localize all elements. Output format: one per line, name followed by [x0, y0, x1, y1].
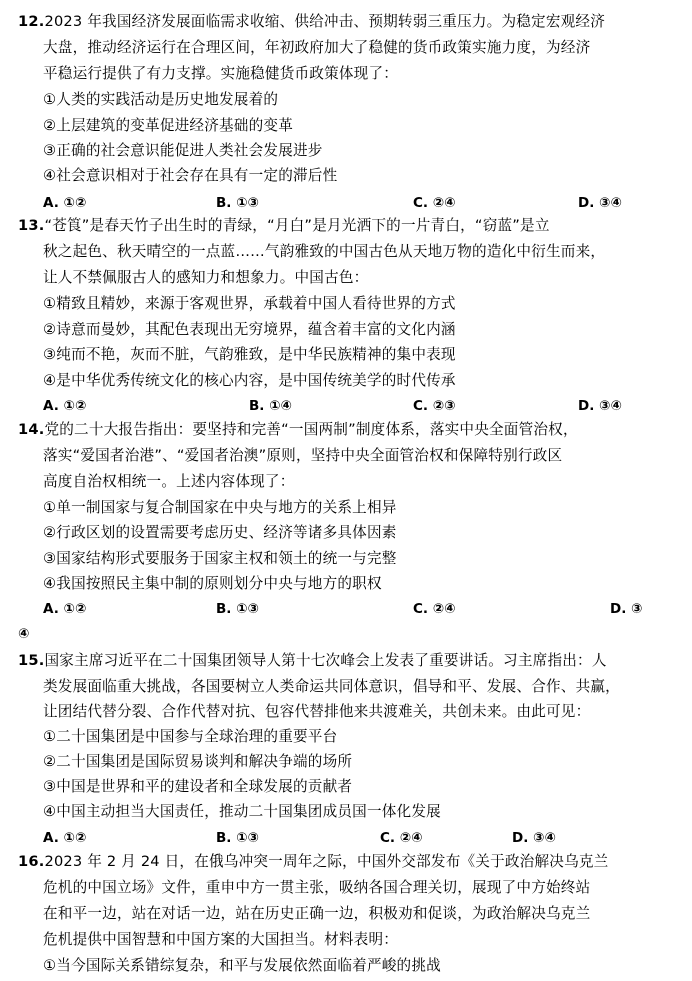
question-12-option-c[interactable]: C. ②④	[413, 195, 456, 211]
question-13-option-d[interactable]: D. ③④	[578, 398, 622, 414]
question-15-line-1	[18, 649, 607, 673]
question-13-item-4: ④是中华优秀传统文化的核心内容，是中国传统美学的时代传承	[43, 372, 456, 389]
question-12-line-1	[18, 10, 605, 34]
question-14-item-4: ④我国按照民主集中制的原则划分中央与地方的职权	[43, 575, 382, 592]
question-14-line-2: 落实“爱国者治港”、“爱国者治澳”原则，坚持中央全面管治权和保障特别行政区	[43, 447, 563, 464]
question-14-option-c[interactable]: C. ②④	[413, 601, 456, 617]
question-16-line-3: 在和平一边，站在对话一边，站在历史正确一边，积极劝和促谈，为政治解决乌克兰	[43, 905, 591, 922]
question-12-option-b[interactable]: B. ①③	[216, 195, 259, 211]
question-number: 12.	[18, 13, 45, 30]
question-13-item-3: ③纯而不艳，灰而不脏，气韵雅致，是中华民族精神的集中表现	[43, 346, 456, 363]
question-14-option-a[interactable]: A. ①②	[43, 601, 87, 617]
question-15-option-d[interactable]: D. ③④	[512, 830, 556, 846]
question-13-option-b[interactable]: B. ①④	[249, 398, 292, 414]
question-12-line-2: 大盘，推动经济运行在合理区间，年初政府加大了稳健的货币政策实施力度，为经济	[43, 39, 591, 56]
question-13-line-2: 秋之起色、秋天晴空的一点蓝……气韵雅致的中国古色从天地万物的造化中衍生而来，	[43, 243, 606, 260]
question-13-option-c[interactable]: C. ②③	[413, 398, 456, 414]
question-13-item-2: ②诗意而曼妙，其配色表现出无穷境界，蕴含着丰富的文化内涵	[43, 321, 456, 338]
question-number: 15.	[18, 652, 45, 669]
question-15-item-4: ④中国主动担当大国责任，推动二十国集团成员国一体化发展	[43, 803, 441, 820]
question-12-line-3: 平稳运行提供了有力支撑。实施稳健货币政策体现了：	[43, 65, 399, 82]
question-15-item-1: ①二十国集团是中国参与全球治理的重要平台	[43, 728, 338, 745]
question-number: 16.	[18, 853, 45, 870]
question-stem-text: 国家主席习近平在二十国集团领导人第十七次峰会上发表了重要讲话。习主席指出：人	[44, 652, 607, 669]
question-13-option-a[interactable]: A. ①②	[43, 398, 87, 414]
question-14-line-3: 高度自治权相统一。上述内容体现了：	[43, 473, 295, 490]
question-16-line-1	[18, 850, 608, 874]
question-stem-text: 党的二十大报告指出：要坚持和完善“一国两制”制度体系，落实中央全面管治权，	[44, 421, 578, 438]
question-14-option-d[interactable]: D. ③	[610, 601, 643, 617]
question-stem-text: “苍筤”是春天竹子出生时的青绿，“月白”是月光洒下的一片青白，“窃蓝”是立	[44, 217, 550, 234]
question-16-item-1: ①当今国际关系错综复杂，和平与发展依然面临着严峻的挑战	[43, 957, 441, 974]
question-14-option-d-wrap: ④	[18, 626, 30, 642]
question-number: 14.	[18, 421, 45, 438]
question-14-item-2: ②行政区划的设置需要考虑历史、经济等诸多具体因素	[43, 524, 397, 541]
question-stem-text: 2023 年 2 月 24 日，在俄乌冲突一周年之际，中国外交部发布《关于政治解决乌克兰	[44, 853, 609, 870]
question-12-item-4: ④社会意识相对于社会存在具有一定的滞后性	[43, 167, 338, 184]
question-15-item-3: ③中国是世界和平的建设者和全球发展的贡献者	[43, 778, 353, 795]
question-14-item-3: ③国家结构形式要服务于国家主权和领土的统一与完整	[43, 550, 397, 567]
question-13-line-3: 让人不禁佩服古人的感知力和想象力。中国古色：	[43, 269, 369, 286]
question-number: 13.	[18, 217, 45, 234]
question-13-line-1	[18, 214, 550, 238]
question-16-line-4: 危机提供中国智慧和中国方案的大国担当。材料表明：	[43, 931, 399, 948]
question-15-option-a[interactable]: A. ①②	[43, 830, 87, 846]
question-13-item-1: ①精致且精妙，来源于客观世界，承载着中国人看待世界的方式	[43, 295, 456, 312]
question-16-line-2: 危机的中国立场》文件，重申中方一贯主张，吸纳各国合理关切，展现了中方始终站	[43, 879, 591, 896]
question-14-line-1	[18, 418, 578, 442]
question-15-option-b[interactable]: B. ①③	[216, 830, 259, 846]
question-12-option-a[interactable]: A. ①②	[43, 195, 87, 211]
question-12-item-1: ①人类的实践活动是历史地发展着的	[43, 91, 279, 108]
question-15-option-c[interactable]: C. ②④	[380, 830, 423, 846]
question-15-line-3: 让团结代替分裂、合作代替对抗、包容代替排他来共渡难关，共创未来。由此可见：	[43, 703, 591, 720]
question-15-item-2: ②二十国集团是国际贸易谈判和解决争端的场所	[43, 753, 353, 770]
question-stem-text: 2023 年我国经济发展面临需求收缩、供给冲击、预期转弱三重压力。为稳定宏观经济	[44, 13, 606, 30]
question-15-line-2: 类发展面临重大挑战，各国要树立人类命运共同体意识，倡导和平、发展、合作、共赢，	[43, 678, 620, 695]
question-14-item-1: ①单一制国家与复合制国家在中央与地方的关系上相异	[43, 499, 397, 516]
question-14-option-b[interactable]: B. ①③	[216, 601, 259, 617]
question-12-item-3: ③正确的社会意识能促进人类社会发展进步	[43, 142, 323, 159]
question-12-item-2: ②上层建筑的变革促进经济基础的变革	[43, 117, 293, 134]
question-12-option-d[interactable]: D. ③④	[578, 195, 622, 211]
